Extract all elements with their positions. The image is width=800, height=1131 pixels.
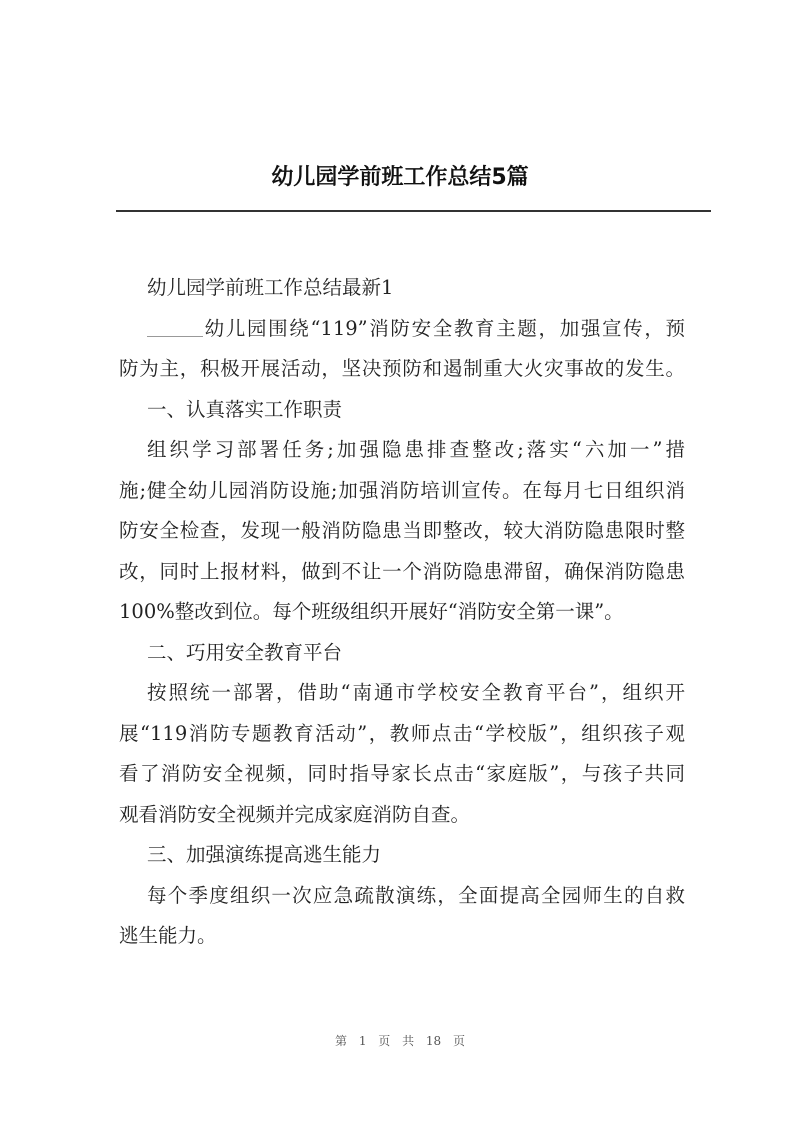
- page-footer: 第 1 页 共 18 页: [335, 1034, 465, 1048]
- text-line: [119, 471, 685, 512]
- text-line: [119, 268, 685, 309]
- line-text: 观看消防安全视频并完成家庭消防自查。: [119, 802, 471, 826]
- text-line: [119, 511, 685, 552]
- fill-in-blank: [147, 312, 203, 337]
- text-line: [119, 835, 685, 876]
- text-line: [119, 552, 685, 593]
- line-text: 一、认真落实工作职责: [147, 397, 343, 421]
- text-line: [119, 390, 685, 431]
- line-text: 施;健全幼儿园消防设施;加强消防培训宣传。在每月七日组织消: [119, 478, 685, 502]
- line-text: 按照统一部署，借助“南通市学校安全教育平台”，组织开: [147, 681, 685, 704]
- document-body: [119, 268, 685, 957]
- line-text: 幼儿园围绕“119”消防安全教育主题，加强宣传，预: [203, 316, 685, 340]
- line-text: 二、巧用安全教育平台: [147, 640, 343, 664]
- document-title: 幼儿园学前班工作总结5篇: [271, 165, 529, 190]
- text-line: [119, 592, 685, 633]
- text-line: [119, 633, 685, 674]
- line-text: 看了消防安全视频，同时指导家长点击“家庭版”，与孩子共同: [119, 762, 685, 785]
- text-line: [119, 714, 685, 755]
- text-line: [119, 349, 685, 390]
- text-line: [119, 430, 685, 471]
- line-text: 防为主，积极开展活动，坚决预防和遏制重大火灾事故的发生。: [119, 357, 685, 380]
- text-line: [119, 795, 685, 836]
- text-line: [119, 754, 685, 795]
- text-line: [119, 916, 685, 957]
- line-text: 逃生能力。: [119, 924, 217, 947]
- line-text: 展“119消防专题教育活动”，教师点击“学校版”，组织孩子观: [119, 721, 685, 745]
- text-line: [119, 309, 685, 350]
- line-text: 幼儿园学前班工作总结最新1: [147, 276, 394, 299]
- text-line: [119, 673, 685, 714]
- line-text: 防安全检查，发现一般消防隐患当即整改，较大消防隐患限时整: [119, 519, 685, 542]
- text-line: [119, 876, 685, 917]
- line-text: 每个季度组织一次应急疏散演练，全面提高全园师生的自救: [147, 883, 685, 907]
- title-divider: [116, 210, 711, 212]
- line-text: 改，同时上报材料，做到不让一个消防隐患滞留，确保消防隐患: [119, 559, 685, 583]
- line-text: 组织学习部署任务;加强隐患排查整改;落实“六加一”措: [147, 438, 685, 461]
- line-text: 三、加强演练提高逃生能力: [147, 843, 382, 866]
- line-text: 100%整改到位。每个班级组织开展好“消防安全第一课”。: [119, 600, 624, 623]
